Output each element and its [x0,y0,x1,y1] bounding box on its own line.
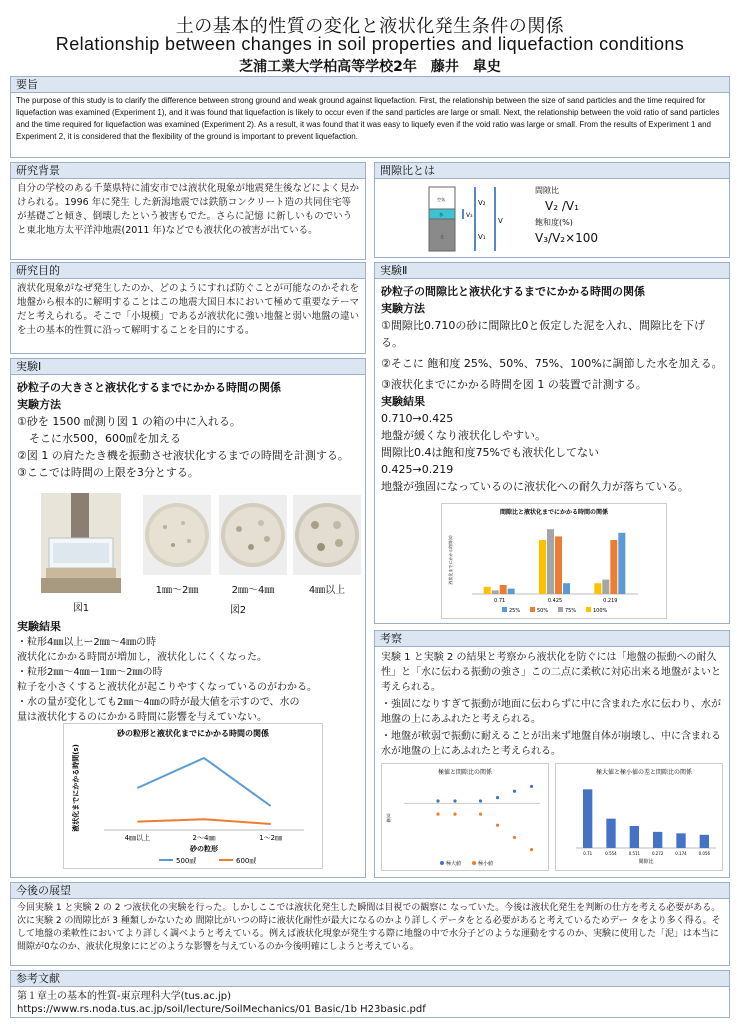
experiment1-result: 粒子を小さくすると液状化が起こりやすくなっているのがわかる。 [17,682,317,693]
bar [484,587,491,594]
discussion-chart-2 [555,763,723,871]
legend-swatch [502,607,507,612]
legend-label: 極大値 [446,861,462,867]
void-ratio-heading: 間隙比とは [375,163,729,179]
abstract-panel [10,76,730,158]
experiment1-subtitle: 砂粒子の大きさと液状化するまでにかかる時間の関係 [17,381,281,394]
future-heading: 今後の展望 [11,883,729,899]
sand-sample-1-2mm-photo [143,495,211,575]
bar [700,835,709,848]
diagram-label: V₂ [478,199,486,207]
bar [555,536,562,594]
void-ratio-label: 間隙比 [535,186,559,195]
x-axis-label: 間隙比 [638,859,654,865]
diagram-label: V₁ [478,233,486,241]
x-tick-label: 0.511 [628,851,641,856]
abstract-heading: 要旨 [11,77,729,93]
x-tick-label: 0.71 [583,851,593,856]
experiment2-result: 間隙比0.4は飽和度75%でも液状化してない [381,446,599,459]
purpose-heading: 研究目的 [11,263,365,279]
experiment1-step: ③ここでは時間の上限を3分とする。 [17,466,199,479]
x-tick-label: 2～4㎜ [192,834,216,842]
experiment2-result: 0.425→0.219 [381,463,454,476]
bar [563,583,570,594]
discussion-paragraph: 実験 1 と実験 2 の結果と考察から液状化を防ぐには「地盤の振動への耐久性」と「水に伝わる振動の強さ」この二点に柔軟に対応出来る地盤がよいと考えられる。 [381,652,721,693]
diagram-label: 空気 [437,197,445,202]
title-english: Relationship between changes in soil properties and liquefaction conditions [55,34,685,54]
bar [583,789,592,848]
background-heading: 研究背景 [11,163,365,179]
bar [618,533,625,594]
chart-title: 極値と間隙比の関係 [437,769,493,776]
scatter-point [513,836,516,839]
x-axis-label: 砂の粒形 [190,845,218,853]
x-tick-label: 0.71 [494,598,506,604]
scatter-point [436,799,439,802]
chart-title: 極大値と極小値の差と間隙比の関係 [595,769,693,776]
sand-sample-2-4mm-photo [219,495,287,575]
experiment2-step: ①間隙比0.710の砂に間隙比0と仮定した泥を入れ、間隙比を下げる。 [381,319,706,349]
saturation-formula: V₃/V₂×100 [535,231,599,245]
chart-title: 間隙比と液状化までにかかる時間の関係 [499,509,609,516]
phase-diagram [425,183,515,255]
bar [602,580,609,594]
experiment2-subtitle: 砂粒子の間隙比と液状化するまでにかかる時間の関係 [381,285,645,298]
purpose-panel [10,262,366,354]
scatter-point [530,848,533,851]
legend-label: 極小値 [478,861,494,867]
diagram-label: 水 [439,212,443,217]
bar [500,585,507,594]
discussion-panel [374,630,730,878]
legend-label: 75% [565,608,577,614]
y-axis-label: 値(s) [386,813,391,823]
bar [630,826,639,848]
bar [653,832,662,848]
experiment1-result: ・粒形4㎜以上ー2㎜～4㎜の時 [17,637,157,648]
reference-item: https://www.rs.noda.tus.ac.jp/soil/lecture/SoilMechanics/01 Basic/1b H23basic.pdf [17,1004,426,1015]
sample-label: 4㎜以上 [308,585,346,596]
experiment2-result: 0.710→0.425 [381,412,454,425]
scatter-point [479,813,482,816]
experiment1-step: そこに水500，600㎖を加える [29,432,181,445]
discussion-paragraph: ・地盤が軟弱で振動に耐えることが出来ず地盤自体が崩壊し、中に含まれる水が地盤の上にあふれたと考えられる。 [381,731,721,757]
sample-label: 1㎜～2㎜ [155,585,199,596]
x-tick-label: 0.425 [547,598,563,604]
diagram-label: V₃ [466,212,473,219]
references-panel [10,970,730,1018]
experiment2-panel [374,262,730,624]
scatter-point [453,799,456,802]
diagram-label: V [498,217,503,225]
sand-sample-over-4mm-photo [293,495,361,575]
x-tick-label: 0.174 [675,851,687,856]
diagram-label: 土 [440,234,444,239]
experiment1-results-heading: 実験結果 [17,620,61,633]
experiment1-heading: 実験Ⅰ [11,359,365,375]
experiment1-result: 量は液状化するのにかかる時間に影響を与えていない。 [17,712,267,723]
bar [508,589,515,594]
future-text: 今回実験 1 と実験 2 の 2 つ液状化の実験を行った。しかしここでは液状化発生した瞬間は目視での観察に なっていた。今後は液状化発生を判断の仕方を考える必要がある。次に実験 2 の間隙比が 3 種類しかないため 間隙比がいつの時に液状化耐性が最大になるのかより詳しくデータをとる必要があると考えているためデー タをより多く得る。そして地盤の柔軟性においてより詳しく調べようと考えている。例えば液状化現象が発生する際に地盤の中で水分子どのような運動をするのか、実験に使用した「泥」は本当に間隙が0なのか、液状化現象ににどのような影響を与えているのか今後明確にしようと考えている。 [17,903,721,952]
experiment2-step: ②そこに 飽和度 25%、50%、75%、100%に調節した水を加える。 [381,357,723,370]
reference-item: 第１章土の基本的性質-東京理科大学(tus.ac.jp) [17,991,231,1002]
title-japanese: 土の基本的性質の変化と液状化発生条件の関係 [175,16,565,37]
experiment1-method-heading: 実験方法 [17,398,61,411]
sample-label: 2㎜～4㎜ [231,585,275,596]
void-ratio-panel [374,162,730,258]
abstract-text: The purpose of this study is to clarify the difference between strong ground and weak ground against liquefaction. First, the relationship between the size of sand particles and the time required for liquefaction was examined (Experiment 1), and it was found that liquefaction is likely to occur even if the sand particles are large or small. Next, the relationship between the void ratio of sand particles and the time required for liquefaction was examined (Experiment 2). As a result, it was found that it was easy to liquefy even if the void ratio was large or small. From the results of Experiment 1 and Experiment 2, it is considered that the flexibility of the ground is important to prevent liquefaction. [16,96,720,141]
bar [606,819,615,848]
x-tick-label: 0.056 [698,851,711,856]
experiment1-chart [63,723,323,869]
legend-swatch [530,607,535,612]
background-panel [10,162,366,260]
experiment1-step: ②図 1 の肩たたき機を振動させ液状化するまでの時間を計測する。 [17,449,349,462]
y-axis-label: 液状化までにかかる時間(s) [448,535,453,585]
scatter-point [453,813,456,816]
experiment2-chart [441,503,667,619]
scatter-point [479,799,482,802]
void-ratio-formula: V₂ /V₁ [545,199,579,213]
legend-swatch [440,861,444,865]
x-tick-label: 0.554 [605,851,617,856]
bar [492,590,499,594]
figure2-caption: 図2 [229,605,247,616]
legend-label: 25% [509,608,521,614]
legend-swatch [558,607,563,612]
scatter-point [436,813,439,816]
bar [594,583,601,594]
experiment2-results-heading: 実験結果 [381,395,425,408]
bar [610,540,617,594]
legend-label: 100% [593,608,608,614]
legend-swatch [472,861,476,865]
x-tick-label: 4㎜以上 [124,834,151,842]
x-tick-label: 1～2㎜ [259,834,283,842]
scatter-point [496,796,499,799]
experiment1-panel [10,358,366,878]
experiment2-result: 地盤が緩くなり液状化しやすい。 [381,429,546,442]
bar [547,529,554,594]
legend-label: 500㎖ [176,857,197,865]
legend-swatch [586,607,591,612]
x-tick-label: 0.219 [603,598,618,604]
future-panel [10,882,730,966]
discussion-heading: 考察 [375,631,729,647]
scatter-point [530,785,533,788]
series-line [137,758,270,806]
bar [539,540,546,594]
experiment1-result: ・水の量が変化しても2㎜～4㎜の時が最大値を示すので、水の [17,697,300,708]
discussion-paragraph: ・強固になりすぎて振動が地面に伝わらずに中に含まれた水に伝わり、水が地盤の上にあふれたと考えられる。 [381,699,721,725]
shaker-device-photo [41,493,121,593]
discussion-chart-1 [381,763,549,871]
background-text: 自分の学校のある千葉県特に浦安市では液状化現象が地震発生後などによく見かけられる。1996 年に発生 した新潟地震では鉄筋コンクリート造の共同住宅等が基礎ごと傾き、倒壊したという被害もでた。さらに記憶 に新しいものでいうと東北地方太平洋沖地震(2011 年)などでも液状化の被害が出ている。 [17,183,360,236]
experiment2-method-heading: 実験方法 [381,302,425,315]
scatter-point [496,824,499,827]
experiment1-step: ①砂を 1500 ㎖測り図 1 の箱の中に入れる。 [17,415,241,428]
bar [676,833,685,848]
x-tick-label: 0.272 [651,851,664,856]
figure1-caption: 図1 [72,603,90,614]
references-heading: 参考文献 [11,971,729,987]
experiment1-result: ・粒形2㎜～4㎜ー1㎜～2㎜の時 [17,667,163,678]
experiment2-step: ③液状化までにかかる時間を図 1 の装置で計測する。 [381,378,647,391]
scatter-point [513,790,516,793]
saturation-label: 飽和度(%) [535,218,573,227]
legend-label: 50% [537,608,549,614]
legend-label: 600㎖ [236,857,257,865]
y-axis-label: 液状化までにかかる時間(s) [72,744,80,832]
experiment1-result: 液状化にかかる時間が増加し，液状化しにくくなった。 [17,652,267,663]
experiment2-result: 地盤が強固になっているのに液状化への耐久力が落ちている。 [381,480,689,493]
series-line [137,819,270,824]
author-line: 芝浦工業大学柏高等学校2年 藤井 皐史 [239,59,501,75]
purpose-text: 液状化現象がなぜ発生したのか、どのようにすれば防ぐことが可能なのかそれを地盤から根本的に解明することはこの地震大国日本において極めて重要なテーマだと考えられる。そこで「小規模」であるが液状化に強い地盤と弱い地盤の違いを土の基本的性質に沿って解明することを目的にする。 [17,283,360,336]
experiment2-heading: 実験Ⅱ [375,263,729,279]
chart-title: 砂の粒形と液状化までにかかる時間の関係 [117,729,269,738]
